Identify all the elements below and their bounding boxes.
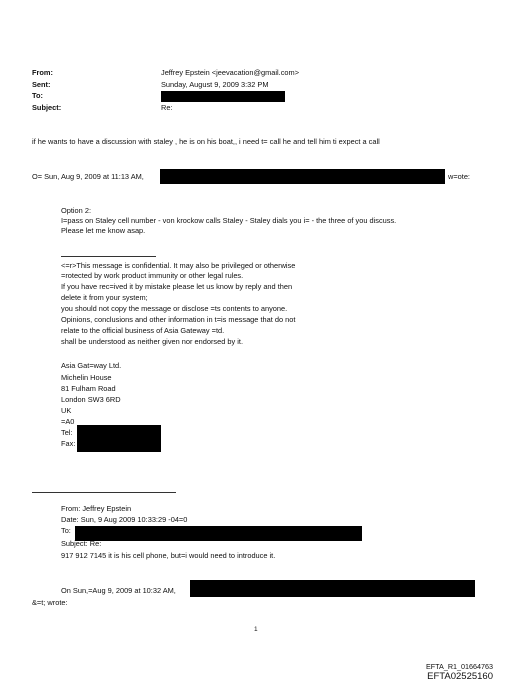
disclaimer-line: =rotected by work product immunity or other legal rules. — [61, 271, 244, 280]
subject-label: Subject: — [32, 103, 62, 112]
quote1-suffix: w=ote: — [448, 172, 470, 181]
footer-id-1: EFTA_R1_01664763 — [426, 662, 493, 671]
footer-id-2: EFTA02525160 — [427, 671, 493, 682]
forward-message: 917 912 7145 it is his cell phone, but=i would need to introduce it. — [61, 551, 276, 560]
quote1-sender-redaction — [160, 169, 445, 184]
disclaimer-line: shall be understood as neither given nor endorsed by it. — [61, 337, 244, 346]
quote1-prefix: O= Sun, Aug 9, 2009 at 11:13 AM, — [32, 172, 144, 181]
address-line: =A0 — [61, 417, 75, 426]
disclaimer-line: <=r>This message is confidential. It may also be privileged or otherwise — [61, 261, 296, 270]
forward-separator — [32, 492, 176, 493]
to-redaction — [161, 91, 285, 102]
address-line: Michelin House — [61, 373, 112, 382]
to-label: To: — [32, 91, 43, 100]
forward-from: From: Jeffrey Epstein — [61, 504, 132, 513]
subject-value: Re: — [161, 103, 173, 112]
forward-date: Date: Sun, 9 Aug 2009 10:33:29 -04=0 — [61, 515, 188, 524]
quote2-sender-redaction — [190, 580, 475, 597]
disclaimer-line: you should not copy the message or disclose =ts contents to anyone. — [61, 304, 288, 313]
quote2-prefix: On Sun,=Aug 9, 2009 at 10:32 AM, — [61, 586, 176, 595]
from-value: Jeffrey Epstein <jeevacation@gmail.com> — [161, 68, 300, 77]
disclaimer-separator — [61, 256, 156, 257]
address-line: UK — [61, 406, 72, 415]
body-line: if he wants to have a discussion with staley , he is on his boat,, i need t= call he and tell him ti expect a call — [32, 137, 380, 146]
fax-label: Fax: — [61, 439, 76, 448]
forward-subject: Subject: Re: — [61, 539, 102, 548]
disclaimer-line: delete it from your system; — [61, 293, 148, 302]
sent-value: Sunday, August 9, 2009 3:32 PM — [161, 80, 269, 89]
tel-label: Tel: — [61, 428, 73, 437]
from-label: From: — [32, 68, 53, 77]
quote2-wrote: &=t; wrote: — [32, 598, 68, 607]
option-line-1: I=pass on Staley cell number - von krockow calls Staley - Staley dials you i= - the three of you discuss. — [61, 216, 397, 225]
address-line: 81 Fulham Road — [61, 384, 116, 393]
address-line: London SW3 6RD — [61, 395, 121, 404]
page-number: 1 — [254, 626, 258, 633]
disclaimer-line: Opinions, conclusions and other information in t=is message that do not — [61, 315, 296, 324]
disclaimer-line: relate to the official business of Asia Gateway =td. — [61, 326, 225, 335]
option-line-2: Please let me know asap. — [61, 226, 146, 235]
forward-to-redaction — [75, 526, 362, 541]
sent-label: Sent: — [32, 80, 51, 89]
disclaimer-line: If you have rec=ived it by mistake please let us know by reply and then — [61, 282, 293, 291]
forward-to: To: — [61, 526, 71, 535]
address-line: Asia Gat=way Ltd. — [61, 361, 122, 370]
option-title: Option 2: — [61, 206, 91, 215]
phone-redaction — [77, 425, 161, 452]
